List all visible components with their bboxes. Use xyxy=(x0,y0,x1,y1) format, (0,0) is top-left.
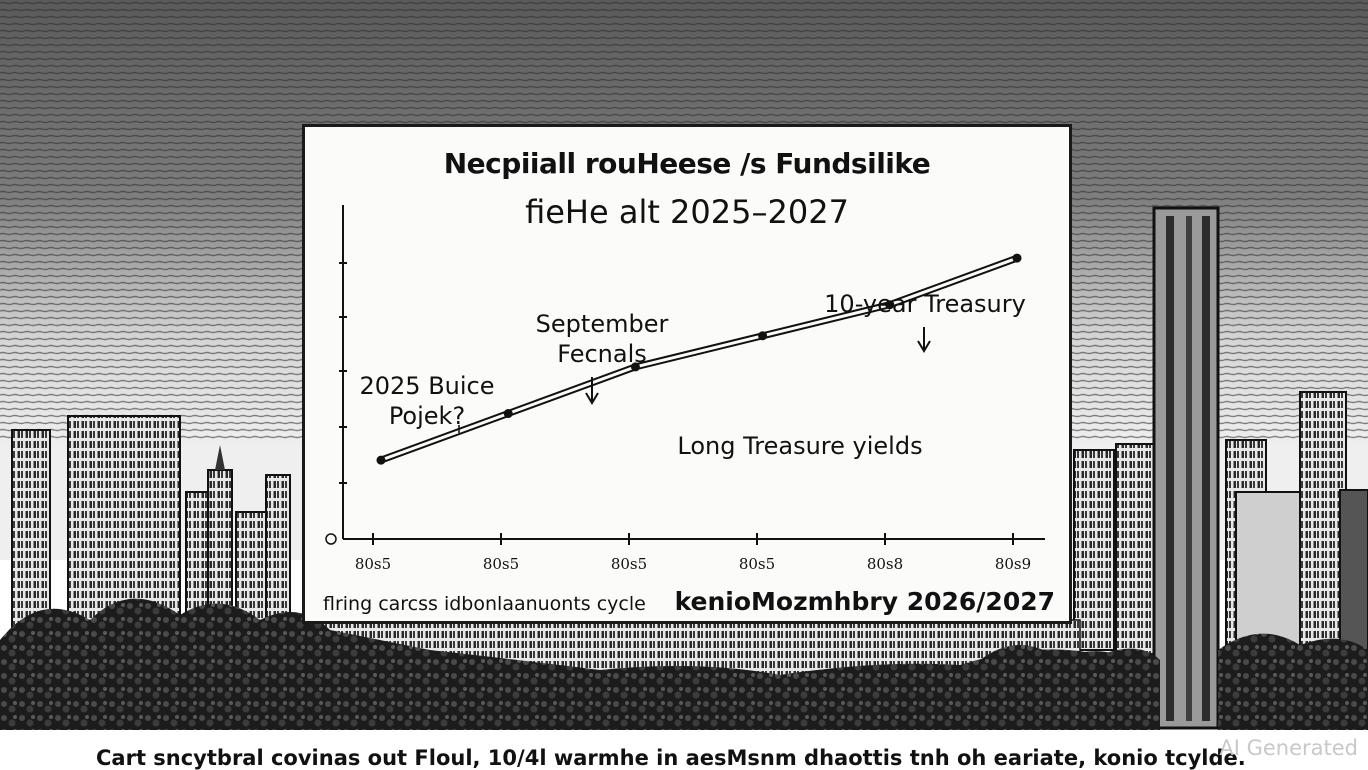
annotation-10-year-treasury-line-1: 10-year Treasury xyxy=(824,290,1026,318)
annotation-september-line-1: September xyxy=(535,310,669,338)
chart-title: Necpiiall rouHeese /s Fundsilike xyxy=(443,147,931,180)
chart-panel xyxy=(302,124,1072,624)
annotation-long-treasury-yields-line-1: Long Treasure yields xyxy=(677,432,923,460)
x-tick-label-3: 80s5 xyxy=(738,555,776,573)
data-point-1 xyxy=(504,409,513,418)
ai-generated-watermark: AI Generated xyxy=(1219,736,1358,760)
data-point-5 xyxy=(1013,254,1022,263)
annotation-2025 xyxy=(357,371,497,431)
x-tick-label-2: 80s5 xyxy=(610,555,648,573)
annotation-2025-line-1: 2025 Buice xyxy=(359,372,495,400)
annotation-2025-line-2: Pojek? xyxy=(388,402,466,430)
annotation-september-line-2: Fecnals xyxy=(557,340,647,368)
x-tick-label-0: 80s5 xyxy=(354,555,392,573)
data-point-3 xyxy=(758,331,767,340)
image-caption: Cart sncytbral covinas out Floul, 10/4l warmhe in aesMsnm dhaottis tnh oh eariate, konio tcylde. xyxy=(96,746,1246,770)
chart-subtitle: fieHe alt 2025–2027 xyxy=(525,193,849,231)
annotation-september xyxy=(527,309,677,369)
annotation-10-year-treasury xyxy=(805,289,1045,319)
x-tick-label-4: 80s8 xyxy=(866,555,904,573)
annotation-long-treasury-yields xyxy=(655,431,945,461)
footer-left-text: flring carcss idbonlaanuonts cycle xyxy=(323,593,646,615)
x-tick-label-5: 80s9 xyxy=(994,555,1032,573)
data-point-0 xyxy=(377,456,386,465)
origin-marker xyxy=(326,534,336,544)
x-tick-label-1: 80s5 xyxy=(482,555,520,573)
footer-right-text: kenioMozmhbry 2026/2027 xyxy=(674,587,1055,616)
